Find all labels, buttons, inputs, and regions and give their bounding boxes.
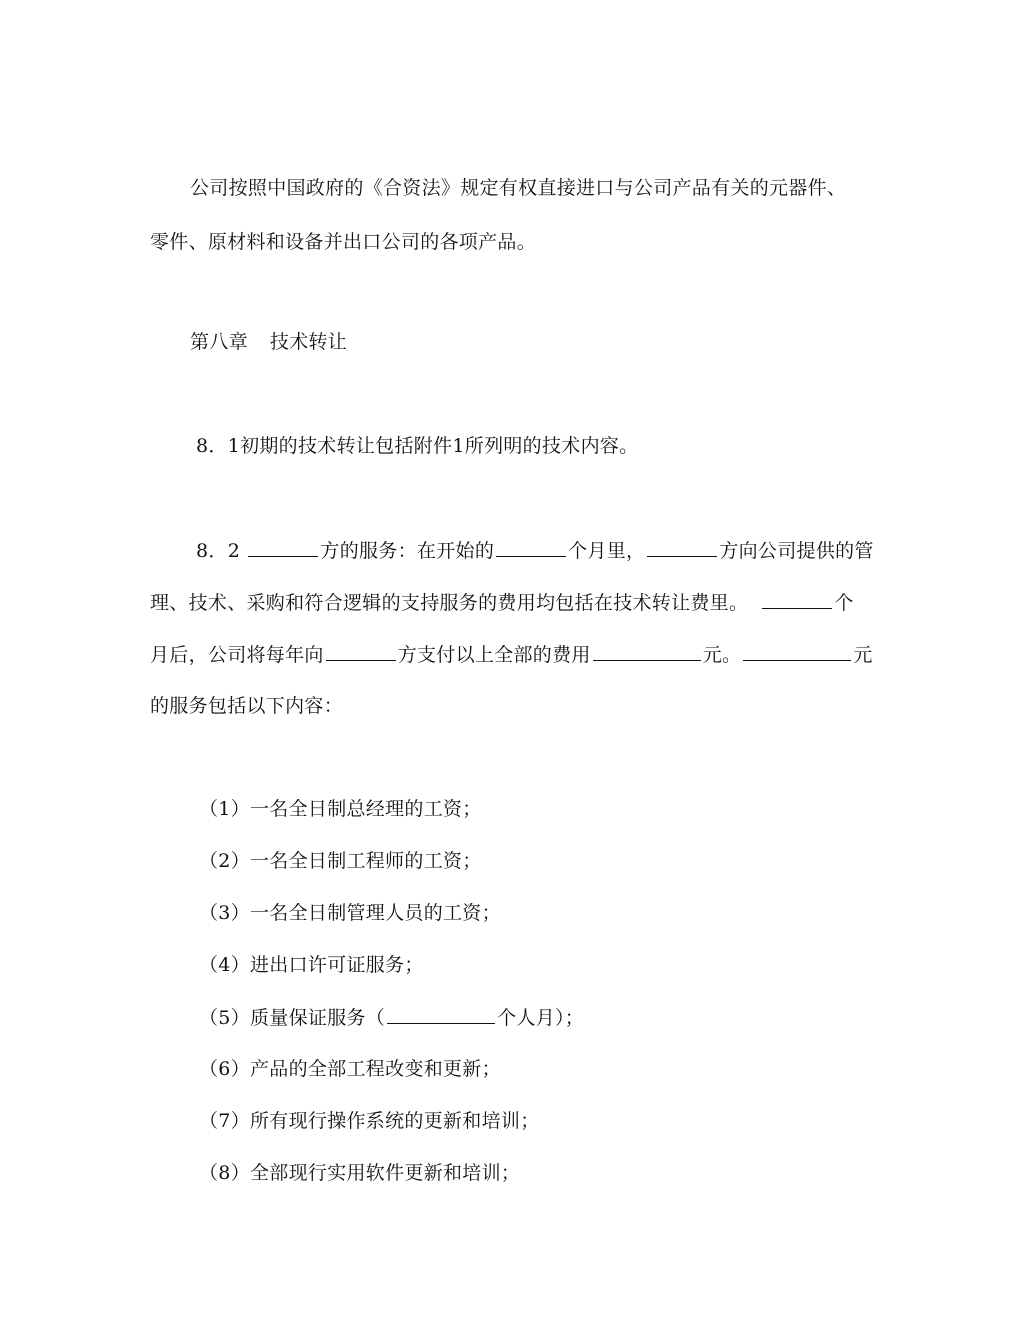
clause-8-2-text-e: 个: [834, 592, 854, 614]
list-item: [199, 1109, 540, 1133]
list-marker: （8）: [199, 1162, 250, 1184]
list-item: [199, 1161, 520, 1185]
clause-8-2-text-c: 方向公司提供的管: [719, 540, 874, 562]
clause-8-2-line-4: 的服务包括以下内容：: [150, 695, 344, 717]
list-marker: （7）: [199, 1110, 250, 1132]
clause-8-2-text-d: 理、技术、采购和符合逻辑的支持服务的费用均包括在技术转让费里。: [150, 592, 749, 614]
list-text-after: 个人月）；: [497, 1007, 585, 1029]
list-item: [199, 901, 501, 925]
party-blank[interactable]: [248, 538, 318, 557]
list-text: 一名全日制总经理的工资；: [250, 798, 482, 820]
clause-8-2-text-h: 元。: [702, 644, 742, 666]
paragraph-1-line-1: 公司按照中国政府的《合资法》规定有权直接进口与公司产品有关的元器件、: [190, 177, 847, 199]
list-text: 全部现行实用软件更新和培训；: [250, 1162, 521, 1184]
annual-fee-blank[interactable]: [593, 642, 701, 661]
list-item: [199, 953, 424, 977]
list-marker: （6）: [199, 1058, 250, 1080]
service-amount-blank[interactable]: [743, 642, 851, 661]
clause-8-2-text-a: 方的服务：在开始的: [320, 540, 495, 562]
clause-8-1: 8．1初期的技术转让包括附件1所列明的技术内容。: [196, 435, 639, 457]
clause-8-2-text-g: 方支付以上全部的费用: [397, 644, 591, 666]
paragraph-1-line-2: 零件、原材料和设备并出口公司的各项产品。: [150, 231, 537, 253]
months-blank[interactable]: [496, 538, 566, 557]
clause-8-2-text-f: 月后，公司将每年向: [150, 644, 324, 666]
clause-8-2-text-b: 个月里，: [568, 540, 646, 562]
list-text: 一名全日制工程师的工资；: [250, 850, 482, 872]
chapter-title: 技术转让: [269, 331, 348, 353]
clause-8-2-text-i: 元: [853, 644, 873, 666]
clause-8-2-line-3: [150, 642, 873, 667]
list-text: 质量保证服务（: [250, 1007, 386, 1029]
chapter-heading: [190, 330, 347, 354]
clause-8-2-line-2: [150, 590, 854, 615]
person-months-blank[interactable]: [387, 1005, 495, 1024]
list-item: [199, 1005, 584, 1030]
months-after-blank[interactable]: [762, 590, 832, 609]
list-marker: （2）: [199, 850, 250, 872]
clause-8-2-number: 8．2: [196, 540, 241, 562]
payee-party-blank[interactable]: [326, 642, 396, 661]
list-marker: （4）: [199, 954, 250, 976]
list-text: 所有现行操作系统的更新和培训；: [250, 1110, 540, 1132]
list-text: 产品的全部工程改变和更新；: [250, 1058, 501, 1080]
list-marker: （5）: [199, 1007, 250, 1029]
list-marker: （1）: [199, 798, 250, 820]
list-item: [199, 1057, 501, 1081]
list-text: 一名全日制管理人员的工资；: [250, 902, 501, 924]
provider-party-blank[interactable]: [647, 538, 717, 557]
list-text: 进出口许可证服务；: [250, 954, 424, 976]
list-marker: （3）: [199, 902, 250, 924]
chapter-number: 第八章: [190, 331, 248, 353]
clause-8-2-line-1: [196, 538, 874, 563]
list-item: [199, 849, 482, 873]
list-item: [199, 797, 482, 821]
